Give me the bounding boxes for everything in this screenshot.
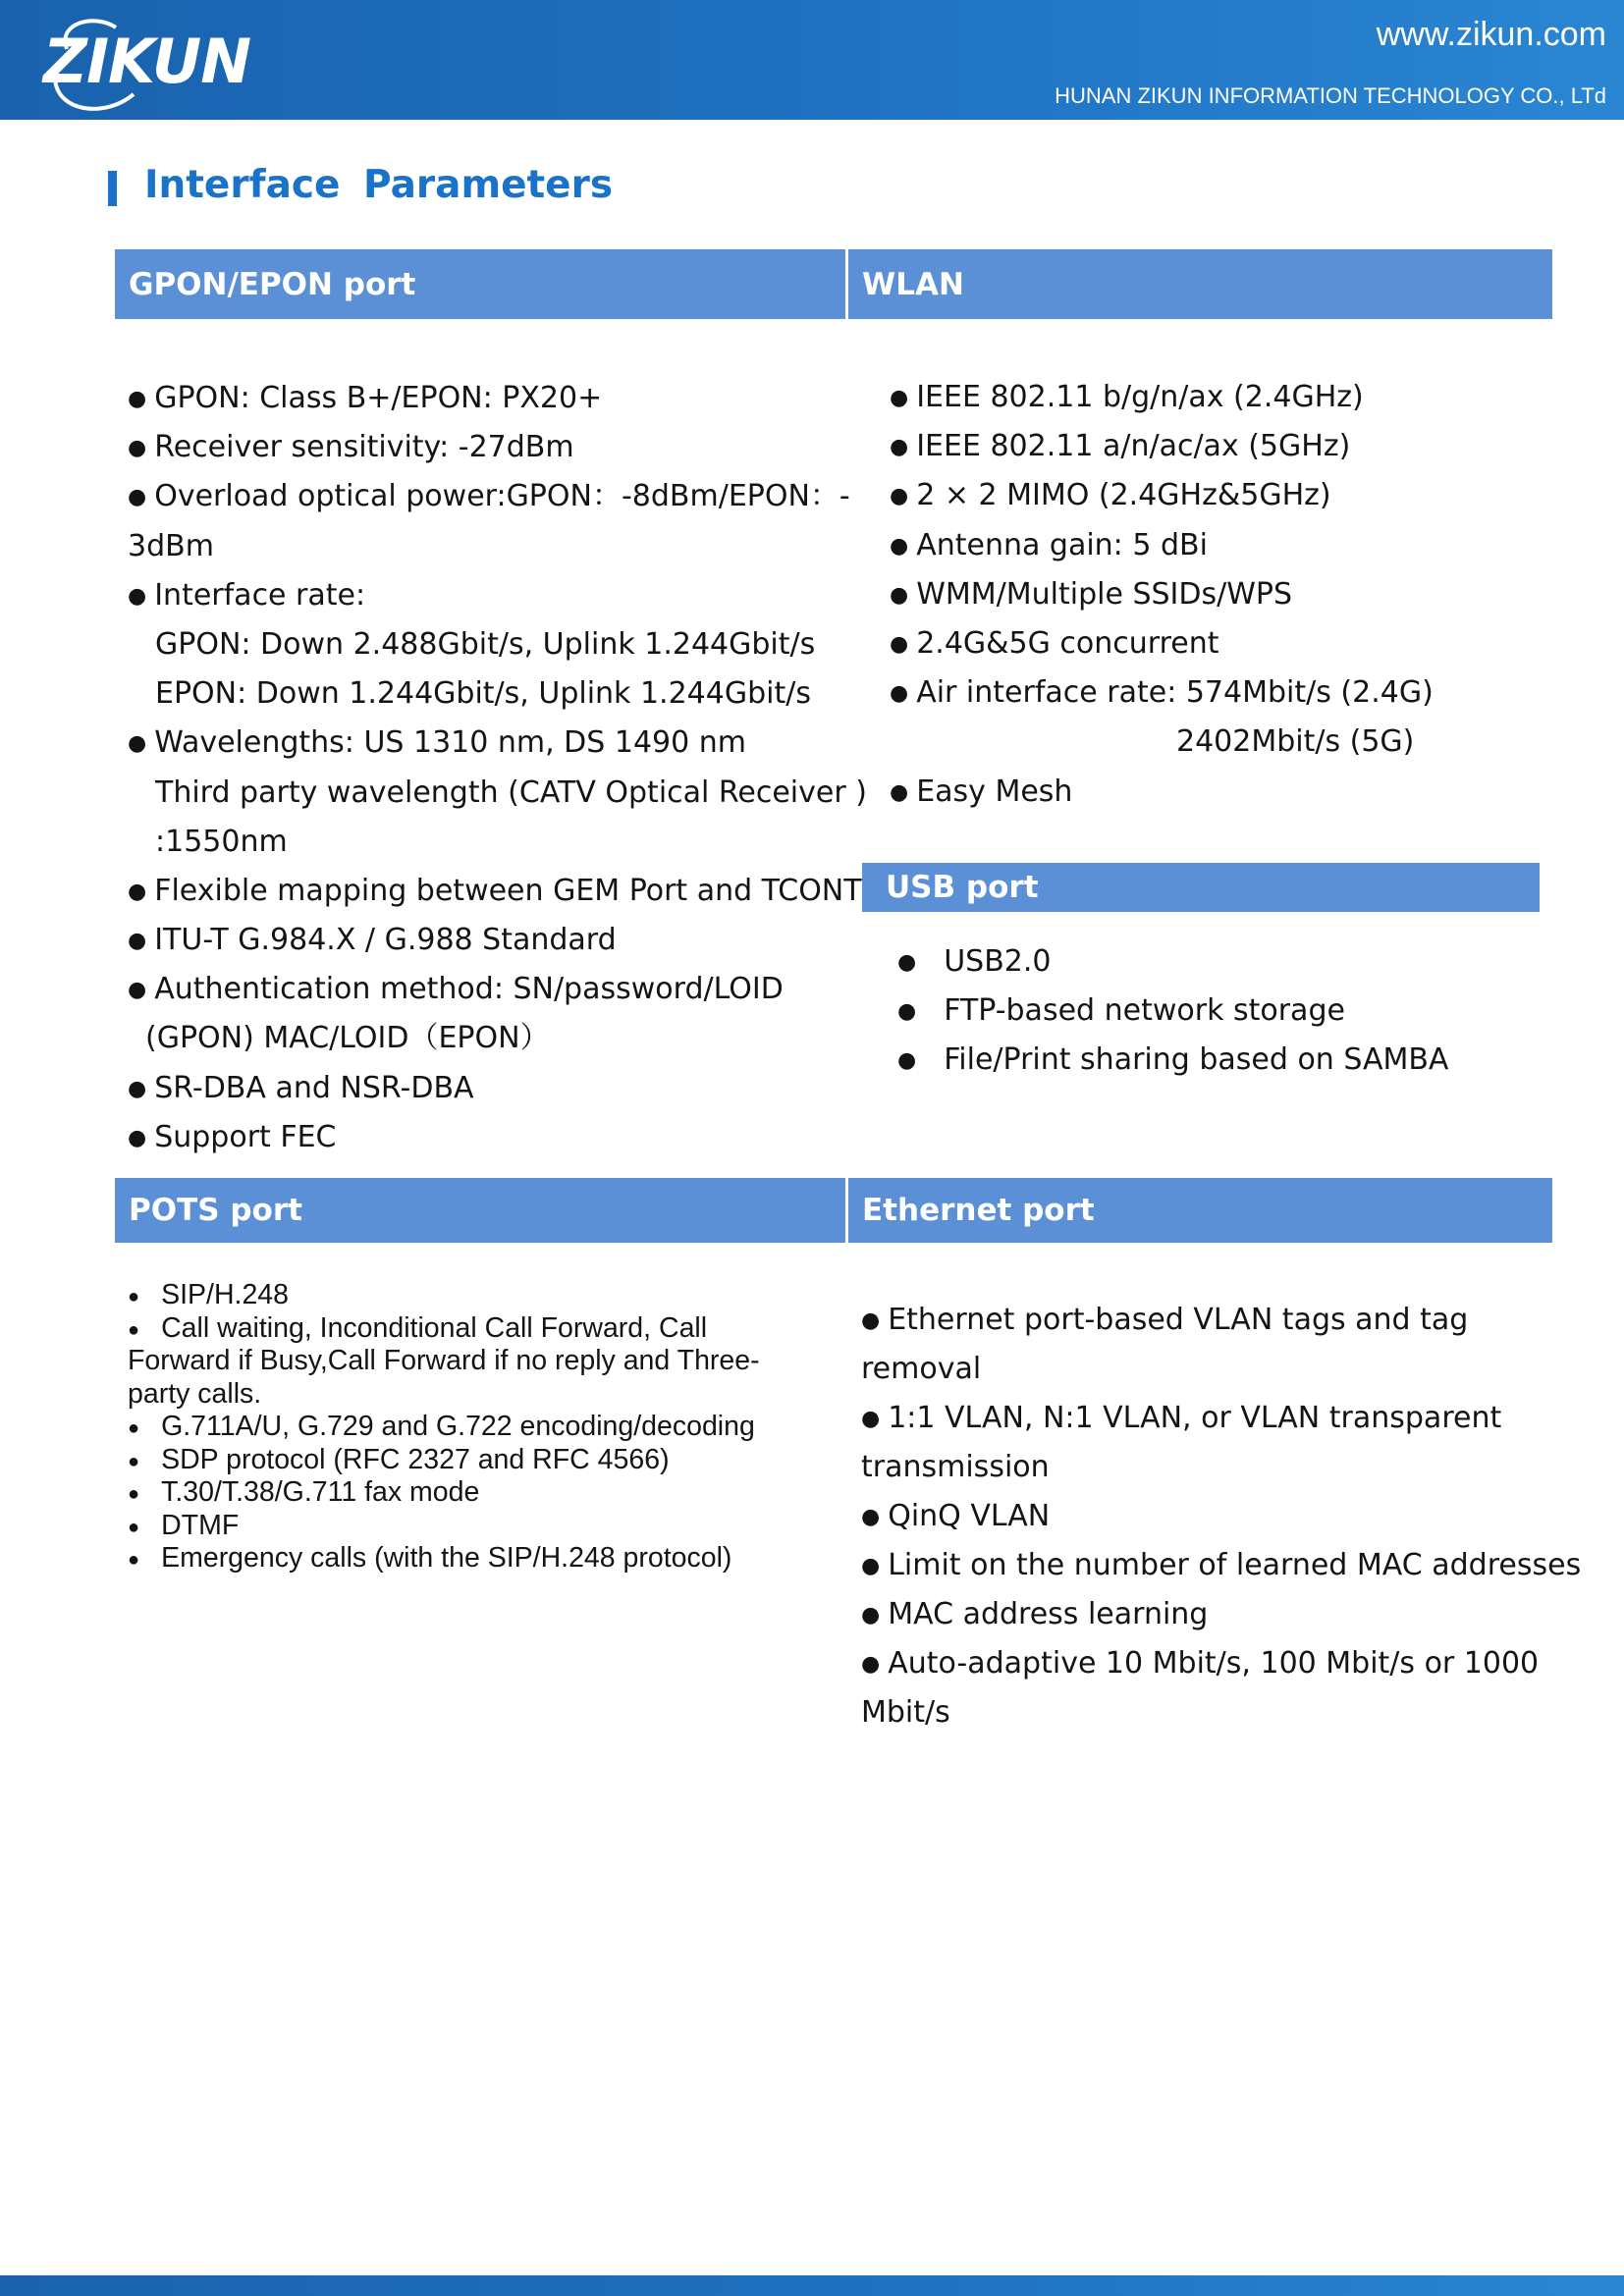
list-item-continuation: Mbit/s [861,1695,950,1730]
list-item: ● MAC address learning [861,1590,1581,1639]
list-item: ● 2.4G&5G concurrent [890,619,1434,668]
list-item-continuation: 2402Mbit/s (5G) [1176,724,1415,760]
list-item-continuation: 3dBm [128,528,214,563]
list-item: ● SR-DBA and NSR-DBA [128,1064,867,1113]
wlan-spec-list [890,373,1434,817]
pots-spec-list [128,1279,760,1575]
list-item: ● IEEE 802.11 a/n/ac/ax (5GHz) [890,422,1434,471]
list-item: ● Flexible mapping between GEM Port and TCONT [128,867,867,916]
list-item-continuation: (GPON) MAC/LOID（EPON） [145,1021,550,1056]
section-header-usb: USB port [862,863,1540,912]
list-item-continuation: :1550nm [155,824,288,859]
company-name: HUNAN ZIKUN INFORMATION TECHNOLOGY CO., LTd [1055,83,1606,108]
page-header [0,0,1624,120]
list-item-continuation: party calls. [128,1377,262,1410]
list-item: ● FTP-based network storage [897,987,1448,1036]
list-item-continuation: GPON: Down 2.488Gbit/s, Uplink 1.244Gbit/s [155,626,816,662]
list-item: ● DTMF [128,1510,760,1543]
list-item: ● T.30/T.38/G.711 fax mode [128,1476,760,1510]
list-item-continuation: Forward if Busy,Call Forward if no reply and Three- [128,1345,760,1376]
list-item: ● Receiver sensitivity: -27dBm [128,423,867,472]
list-item: ● IEEE 802.11 b/g/n/ax (2.4GHz) [890,373,1434,422]
list-item: ● Ethernet port-based VLAN tags and tag [861,1296,1581,1345]
ethernet-spec-list [861,1296,1581,1737]
list-item: ● Authentication method: SN/password/LOID [128,965,867,1014]
list-item: ● G.711A/U, G.729 and G.722 encoding/decoding [128,1411,760,1444]
list-item: ● Support FEC [128,1113,867,1162]
list-item: ● GPON: Class B+/EPON: PX20+ [128,374,867,423]
list-item: ● File/Print sharing based on SAMBA [897,1036,1448,1085]
list-item: ● WMM/Multiple SSIDs/WPS [890,570,1434,619]
section-header-wlan: WLAN [848,249,1552,319]
logo-wordmark: ZIKUN [43,26,251,97]
list-item-continuation: removal [861,1352,982,1386]
list-item: ● Overload optical power:GPON：-8dBm/EPON：- [128,472,867,521]
list-item: ● SDP protocol (RFC 2327 and RFC 4566) [128,1444,760,1477]
list-item: ● 2 × 2 MIMO (2.4GHz&5GHz) [890,471,1434,520]
list-item: ● USB2.0 [897,937,1448,987]
section-header-pots: POTS port [115,1178,845,1243]
list-item-continuation: transmission [861,1450,1050,1484]
list-item: ● SIP/H.248 [128,1279,760,1312]
company-logo [37,10,253,118]
section-header-ethernet: Ethernet port [848,1178,1552,1243]
list-item: ● Interface rate: [128,571,867,620]
list-item: ● Wavelengths: US 1310 nm, DS 1490 nm [128,719,867,768]
list-item-continuation: EPON: Down 1.244Gbit/s, Uplink 1.244Gbit/s [155,676,811,712]
list-item-continuation: Third party wavelength (CATV Optical Receiver ) [155,774,867,810]
list-item: ● QinQ VLAN [861,1492,1581,1541]
list-item: ● Easy Mesh [890,768,1434,817]
list-item: ● 1:1 VLAN, N:1 VLAN, or VLAN transparent [861,1394,1581,1443]
title-accent-bar [108,171,117,206]
list-item: ● Call waiting, Inconditional Call Forward, Call [128,1312,760,1346]
page-title: Interface Parameters [144,163,614,207]
section-header-gpon: GPON/EPON port [115,249,845,319]
website-url[interactable]: www.zikun.com [1376,16,1606,53]
gpon-spec-list [128,374,867,1162]
usb-spec-list [897,937,1448,1085]
list-item: ● Limit on the number of learned MAC addresses [861,1541,1581,1590]
list-item: ● Air interface rate: 574Mbit/s (2.4G) [890,668,1434,718]
page-footer-band [0,2275,1624,2296]
list-item: ● ITU-T G.984.X / G.988 Standard [128,916,867,965]
list-item: ● Auto-adaptive 10 Mbit/s, 100 Mbit/s or 1000 [861,1639,1581,1688]
list-item: ● Antenna gain: 5 dBi [890,521,1434,570]
list-item: ● Emergency calls (with the SIP/H.248 protocol) [128,1542,760,1575]
